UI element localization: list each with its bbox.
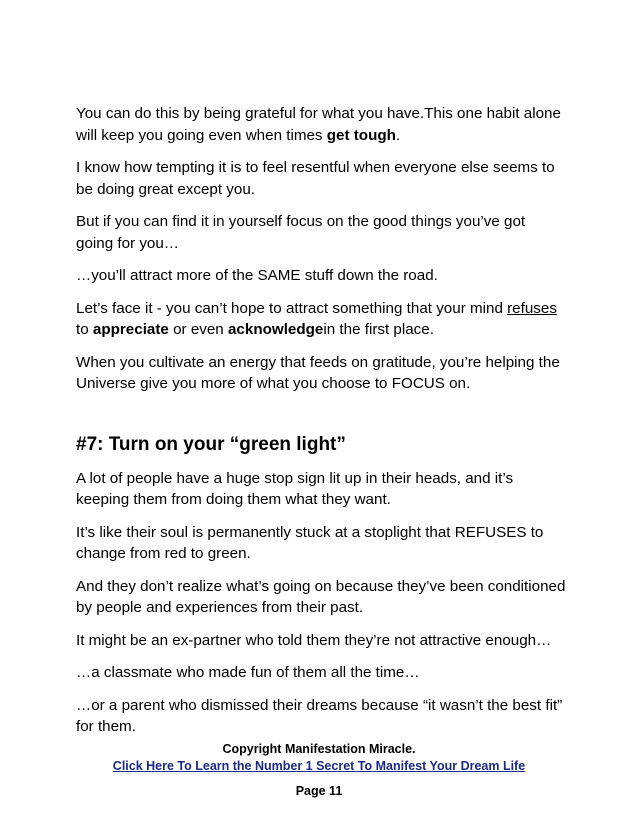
page-number: Page 11 (295, 784, 343, 798)
paragraph-conditioned: And they don’t realize what’s going on because they’ve been conditioned by people and experiences from their past. (76, 577, 566, 616)
paragraph-good-things: But if you can find it in yourself focus on the good things you’ve got going for you… (76, 213, 526, 252)
paragraph-resentful: I know how tempting it is to feel resentful when everyone else seems to be doing great except you. (76, 159, 555, 198)
text: to (76, 321, 93, 338)
text: You can do this by being grateful for what you have.This one habit alone will keep you going even when times (76, 105, 561, 144)
text: Let’s face it - you can’t hope to attract something that your mind (76, 299, 508, 317)
text: in the first place. (323, 321, 434, 338)
section-heading: #7: Turn on your “green light” (76, 433, 346, 455)
page-footer (0, 741, 638, 800)
paragraph-gratitude: When you cultivate an energy that feeds on gratitude, you’re helping the Universe give you more of what you choose to FOCUS on. (76, 353, 560, 392)
paragraph-face-it (76, 298, 566, 341)
text: . (395, 126, 401, 144)
paragraph-stop-sign: A lot of people have a huge stop sign lit up in their heads, and it’s keeping them from doing them what they want. (76, 469, 514, 508)
paragraph-classmate: …a classmate who made fun of them all the time… (76, 664, 420, 681)
emphasis-acknowledge: acknowledge (227, 321, 324, 338)
promo-link[interactable]: Click Here To Learn the Number 1 Secret To Manifest Your Dream Life (112, 759, 526, 773)
underlined-refuses: refuses (507, 299, 557, 317)
text: or even (168, 321, 228, 338)
emphasis-get-tough: get tough (326, 126, 396, 144)
emphasis-appreciate: appreciate (92, 321, 169, 338)
paragraph-ex-partner: It might be an ex-partner who told them they’re not attractive enough… (76, 631, 552, 649)
paragraph-stoplight: It’s like their soul is permanently stuck at a stoplight that REFUSES to change from red to green. (76, 523, 544, 562)
paragraph-same-stuff: …you’ll attract more of the SAME stuff down the road. (76, 267, 438, 284)
paragraph-grateful (76, 103, 566, 146)
page-body (76, 103, 566, 749)
copyright-text: Copyright Manifestation Miracle. (222, 742, 416, 756)
paragraph-parent: …or a parent who dismissed their dreams because “it wasn’t the best fit” for them. (76, 696, 563, 735)
